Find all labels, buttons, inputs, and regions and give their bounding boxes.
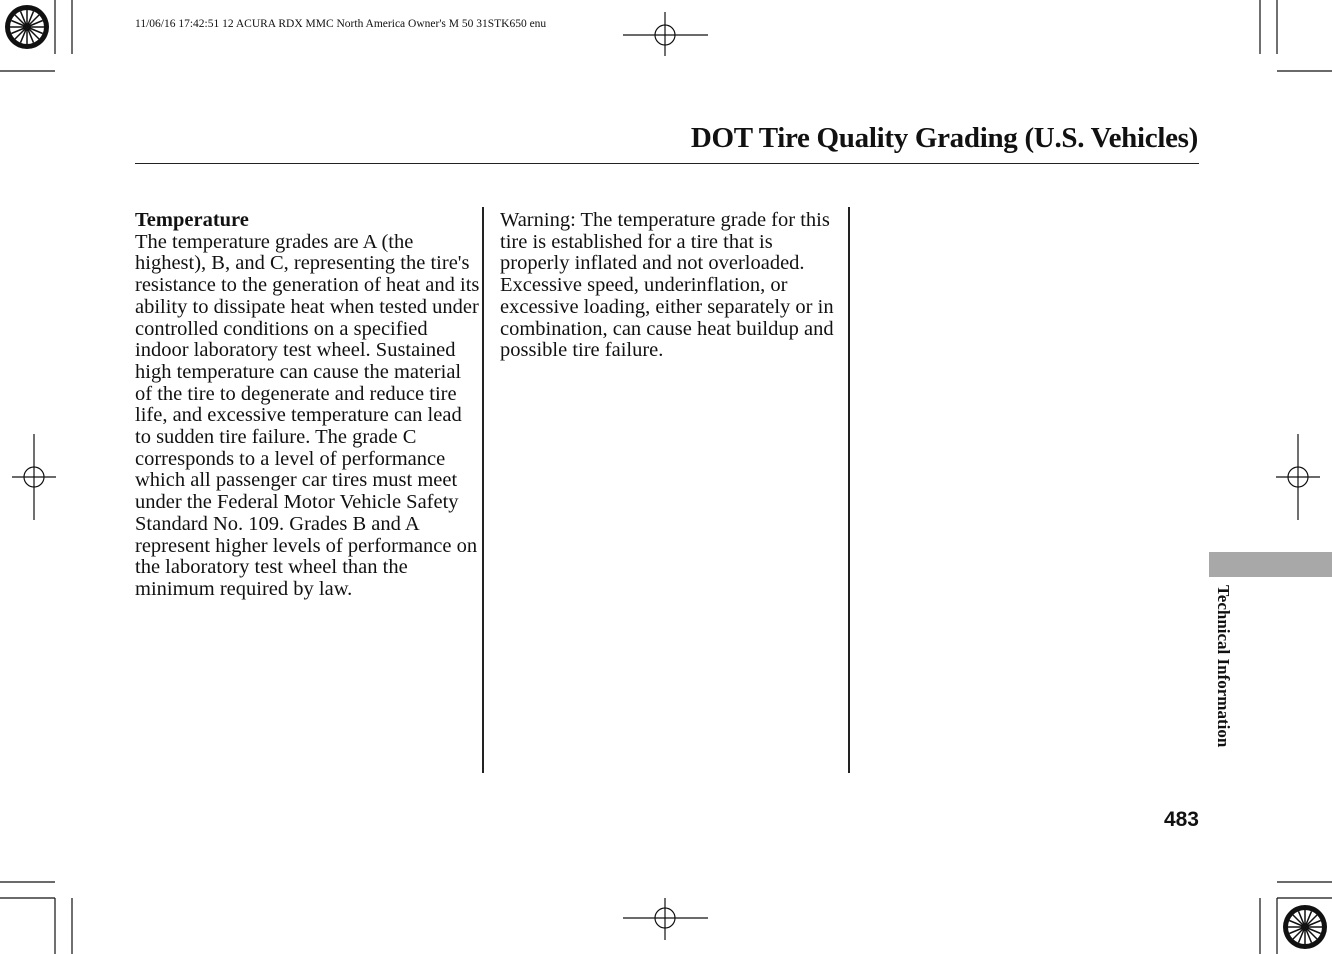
- side-tab-label: Technical Information: [1214, 585, 1233, 748]
- registration-mark-right: [1276, 434, 1320, 520]
- page-title: DOT Tire Quality Grading (U.S. Vehicles): [690, 122, 1198, 154]
- registration-mark-top: [623, 12, 708, 56]
- section-body: The temperature grades are A (the highest), B, and C, representing the tire's resistance to the generation of heat and its ability to dissipate heat when tested under controlled conditions on a specified indoor laboratory test wheel. Sustained high temperature can cause the material of the tire to degenerate and reduce tire life, and excessive temperature can lead to sudden tire failure. The grade C corresponds to a level of performance which all passenger car tires must meet under the Federal Motor Vehicle Safety Standard No. 109. Grades B and A represent higher levels of performance on the laboratory test wheel than the minimum required by law.: [135, 230, 480, 600]
- warning-text: Warning: The temperature grade for this tire is established for a tire that is properly inflated and not overloaded. Excessive speed, underinflation, or excessive loading, either separately or in combination, can cause heat buildup and possible tire failure.: [500, 209, 834, 362]
- print-info: 11/06/16 17:42:51 12 ACURA RDX MMC North America Owner's M 50 31STK650 enu: [135, 18, 547, 30]
- page-number: 483: [1163, 808, 1199, 831]
- registration-mark-left: [12, 434, 56, 520]
- starburst-mark-bottom-right: [1283, 905, 1327, 949]
- starburst-mark-top-left: [5, 5, 49, 49]
- registration-mark-bottom: [623, 898, 708, 940]
- section-heading: Temperature: [135, 209, 249, 231]
